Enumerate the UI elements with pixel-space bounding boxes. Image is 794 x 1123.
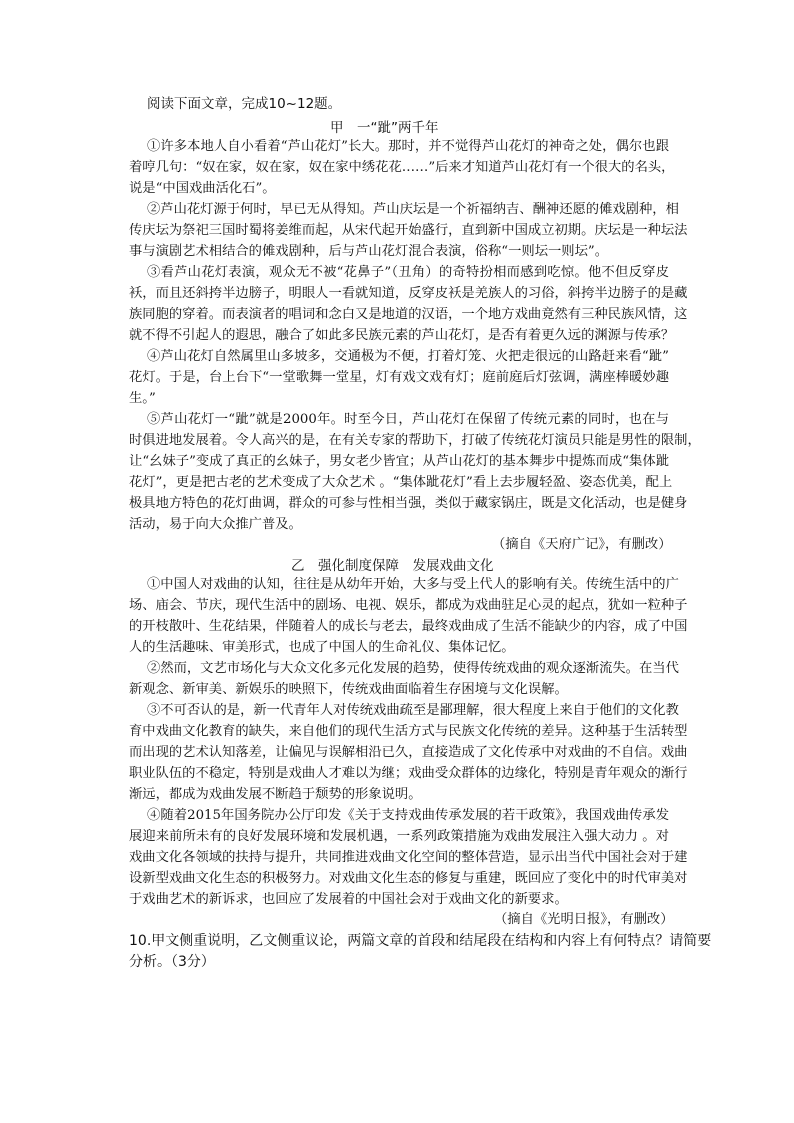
article-a-line: ⑤芦山花灯一“跐”就是2000年。时至今日，芦山花灯在保留了传统元素的同时，也在与	[147, 412, 669, 427]
article-b-line: 而出现的艺术认知落差，让偏见与误解相沿已久，直接造成了文化传承中对戏曲的不自信。戏曲	[129, 745, 688, 760]
article-a-line: 生。”	[129, 391, 156, 406]
article-a-line: 让“幺妹子”变成了真正的幺妹子，男女老少皆宜；从芦山花灯的基本舞步中提炼而成“集体跐	[129, 454, 669, 469]
article-a-line: 花灯。于是，台上台下“一堂歌舞一堂星，灯有戏文戏有灯；庭前庭后灯弦调，满座棒暖妙趣	[129, 370, 669, 385]
article-a-line: 事与演剧艺术相结合的傩戏剧种，后与芦山花灯混合表演，俗称“一则坛一则坛”。	[129, 244, 608, 259]
article-b-line: 新观念、新审美、新娱乐的映照下，传统戏曲面临着生存困境与文化误解。	[129, 682, 568, 697]
article-b-line: 场、庙会、节庆，现代生活中的剧场、电视、娱乐，都成为戏曲驻足心灵的起点，犹如一粒种子	[129, 598, 688, 613]
article-a-line: 时俱进地发展着。令人高兴的是，在有关专家的帮助下，打破了传统花灯演员只能是男性的限制，	[129, 433, 701, 448]
article-a-line: ②芦山花灯源于何时，早已无从得知。芦山庆坛是一个祈福纳吉、酬神还愿的傩戏剧种，相	[147, 202, 679, 217]
article-b-line: 展迎来前所未有的良好发展环境和发展机遇，一系列政策措施为戏曲发展注入强大动力 。对	[129, 829, 669, 844]
article-a-line: 极具地方特色的花灯曲调，群众的可参与性相当强，类似于藏家锅庄，既是文化活动，也是健身	[129, 496, 688, 511]
article-a-line: 着哼几句：“奴在家，奴在家，奴在家中绣花花……”后来才知道芦山花灯有一个很大的名头，	[129, 160, 675, 175]
article-a-line: 活动，易于向大众推广普及。	[129, 517, 302, 532]
article-b-line: 育中戏曲文化教育的缺失，来自他们的现代生活方式与民族文化传统的差异。这种基于生活转型	[129, 724, 688, 739]
question-10-continued: 分析。（3分）	[129, 954, 215, 970]
article-a-line: 说是“中国戏曲活化石”。	[129, 181, 276, 196]
article-b-line: ③不可否认的是，新一代青年人对传统戏曲疏至是鄙理解，很大程度上来自于他们的文化教	[147, 703, 679, 718]
article-a-line: 花灯”，更是把古老的艺术变成了大众艺术 。“集体跐花灯”看上去步履轻盈、姿态优美，配上	[129, 475, 673, 490]
intro-instruction: 阅读下面文章，完成10~12题。	[147, 96, 342, 112]
article-b-line: 的开枝散叶、生花结果，伴随着人的成长与老去，最终戏曲成了生活不能缺少的内容，成了中国	[129, 619, 688, 634]
article-b-line: ②然而，文艺市场化与大众文化多元化发展的趋势，使得传统戏曲的观众逐渐流失。在当代	[147, 661, 679, 676]
article-a-line: 传庆坛为祭祀三国时蜀将姜维而起，从宋代起开始盛行，直到新中国成立初期。庆坛是一种坛法	[129, 223, 688, 238]
question-10: 10.甲文侧重说明，乙文侧重议论，两篇文章的首段和结尾段在结构和内容上有何特点？请简要	[129, 933, 712, 949]
article-b-line: ①中国人对戏曲的认知，往往是从幼年开始，大多与受上代人的影响有关。传统生活中的广	[147, 577, 679, 592]
article-a-citation: （摘自《天府广记》，有删改）	[492, 537, 672, 552]
article-a-line: ①许多本地人自小看着“芦山花灯”长大。那时，并不觉得芦山花灯的神奇之处，偶尔也跟	[147, 139, 669, 154]
article-a-line: 族同胞的穿着。而表演者的唱词和念白又是地道的汉语，一个地方戏曲竟然有三种民族风情，这	[129, 307, 688, 322]
article-a-line: ③看芦山花灯表演，观众无不被“花鼻子”（丑角）的奇特扮相而感到吃惊。他不但反穿皮	[147, 265, 669, 280]
article-b-line: 设新型戏曲文化生态的积极努力。对戏曲文化生态的修复与重建，既回应了变化中的时代审美对	[129, 871, 688, 886]
article-b-line: ④随着2015年国务院办公厅印发《关于支持戏曲传承发展的若干政策》，我国戏曲传承发	[147, 808, 669, 823]
article-a-line: ④芦山花灯自然属里山多坡多，交通极为不便，打着灯笼、火把走很远的山路赶来看“跐”	[147, 349, 669, 364]
article-b-line: 职业队伍的不稳定，特别是戏曲人才难以为继；戏曲受众群体的边缘化，特别是青年观众的渐行	[129, 766, 688, 781]
article-b-citation: （摘自《光明日报》，有删改）	[494, 912, 674, 927]
article-b-line: 戏曲文化各领域的扶持与提升，共同推进戏曲文化空间的整体营造，显示出当代中国社会对于建	[129, 850, 688, 865]
article-a-line: 就不得不引起人的遐思，融合了如此多民族元素的芦山花灯，是否有着更久远的渊源与传承？	[129, 328, 675, 343]
article-b-line: 于戏曲艺术的新诉求，也回应了发展着的中国社会对于戏曲文化的新要求。	[129, 892, 568, 907]
article-a-line: 袄，而且还斜挎半边膀子，明眼人一看就知道，反穿皮袄是羌族人的习俗，斜挎半边膀子的是藏	[129, 286, 688, 301]
article-a-title: 甲 一“跐”两千年	[330, 120, 439, 136]
article-b-line: 渐远，都成为戏曲发展不断趋于颓势的形象说明。	[129, 787, 422, 802]
article-b-title: 乙 强化制度保障 发展戏曲文化	[291, 558, 494, 574]
article-b-line: 人的生活趣味、审美形式，也成了中国人的生命礼仪、集体记忆。	[129, 640, 515, 655]
